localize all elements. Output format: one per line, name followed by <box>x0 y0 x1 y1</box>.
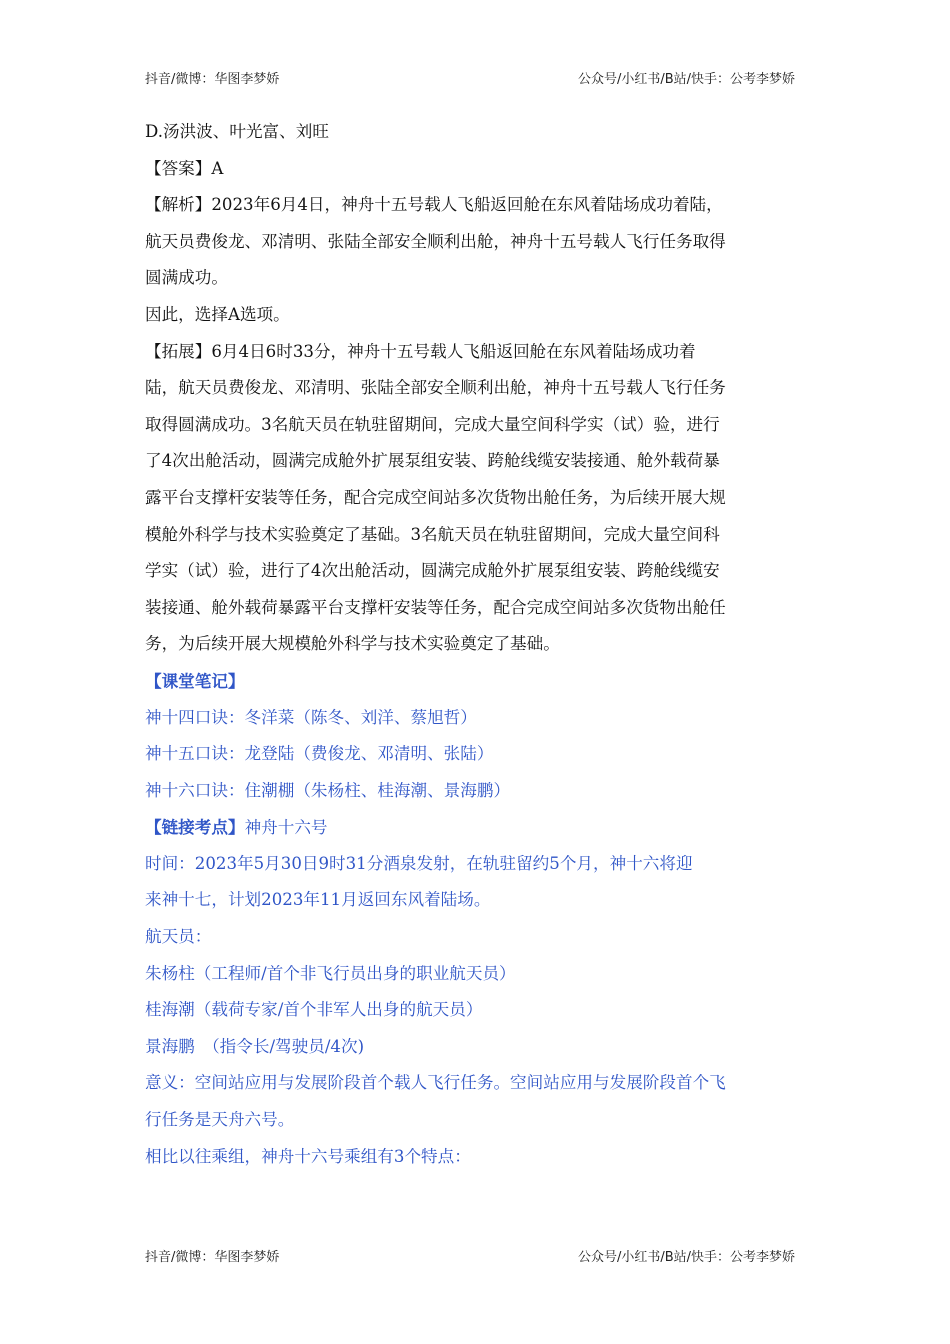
significance-line: 意义：空间站应用与发展阶段首个载人飞行任务。空间站应用与发展阶段首个飞 <box>145 1073 726 1093</box>
extension-paragraph <box>145 334 810 663</box>
notes-title: 【课堂笔记】 <box>145 670 245 691</box>
extension-line: 了4次出舱活动，圆满完成舱外扩展泵组安装、跨舱线缆安装接通、舱外载荷暴 <box>145 451 720 471</box>
option-d: D.汤洪波、叶光富、刘旺 <box>145 122 329 141</box>
extension-line: 【拓展】6月4日6时33分，神舟十五号载人飞船返回舱在东风着陆场成功着 <box>145 341 696 361</box>
conclusion <box>145 297 810 334</box>
features-line: 相比以往乘组，神舟十六号乘组有3个特点： <box>145 1146 471 1166</box>
document-body <box>145 120 810 1175</box>
analysis-line: 航天员费俊龙、邓清明、张陆全部安全顺利出舱，神舟十五号载人飞行任务取得 <box>145 231 726 251</box>
astronauts-label: 航天员： <box>145 927 212 947</box>
analysis-line: 圆满成功。 <box>145 268 228 288</box>
time-line: 时间：2023年5月30日9时31分酒泉发射，在轨驻留约5个月，神十六将迎 <box>145 853 693 873</box>
link-tag: 【链接考点】 <box>145 817 245 838</box>
astronaut-line: 朱杨柱（工程师/首个非飞行员出身的职业航天员） <box>145 963 516 983</box>
extension-line: 学实（试）验，进行了4次出舱活动，圆满完成舱外扩展泵组安装、跨舱线缆安 <box>145 561 720 581</box>
footer-right: 公众号/小红书/B站/快手：公考李梦娇 <box>577 1250 795 1265</box>
answer: 【答案】A <box>145 158 224 178</box>
page-header <box>145 68 795 87</box>
extension-line: 模舱外科学与技术实验奠定了基础。3名航天员在轨驻留期间，完成大量空间科 <box>145 524 720 544</box>
astronaut-line: 桂海潮（载荷专家/首个非军人出身的航天员） <box>145 1000 483 1020</box>
extension-line: 陆，航天员费俊龙、邓清明、张陆全部安全顺利出舱，神舟十五号载人飞行任务 <box>145 378 726 398</box>
conclusion-line: 因此，选择A选项。 <box>145 304 290 324</box>
extension-line: 露平台支撑杆安装等任务，配合完成空间站多次货物出舱任务，为后续开展大规 <box>145 487 726 507</box>
significance-line: 行任务是天舟六号。 <box>145 1110 295 1130</box>
page-footer <box>145 1246 795 1265</box>
analysis-paragraph <box>145 187 810 297</box>
note-line: 神十五口诀：龙登陆（费俊龙、邓清明、张陆） <box>145 744 494 764</box>
analysis-line: 【解析】2023年6月4日，神舟十五号载人飞船返回舱在东风着陆场成功着陆， <box>145 195 723 215</box>
extension-line: 装接通、舱外载荷暴露平台支撑杆安装等任务，配合完成空间站多次货物出舱任 <box>145 597 726 617</box>
extension-line: 取得圆满成功。3名航天员在轨驻留期间，完成大量空间科学实（试）验，进行 <box>145 414 720 434</box>
footer-left: 抖音/微博：华图李梦娇 <box>145 1250 280 1265</box>
header-left: 抖音/微博：华图李梦娇 <box>145 72 280 87</box>
astronaut-line: 景海鹏 （指令长/驾驶员/4次) <box>145 1036 365 1056</box>
note-line: 神十四口诀：冬洋菜（陈冬、刘洋、蔡旭哲） <box>145 707 477 727</box>
link-title: 神舟十六号 <box>244 818 328 838</box>
extension-line: 务，为后续开展大规模舱外科学与技术实验奠定了基础。 <box>145 634 560 654</box>
time-line: 来神十七，计划2023年11月返回东风着陆场。 <box>145 890 491 910</box>
class-notes <box>145 663 810 1175</box>
header-right: 公众号/小红书/B站/快手：公考李梦娇 <box>577 72 795 87</box>
link-heading <box>145 809 810 846</box>
note-line: 神十六口诀：住潮棚（朱杨柱、桂海潮、景海鹏） <box>145 780 511 800</box>
